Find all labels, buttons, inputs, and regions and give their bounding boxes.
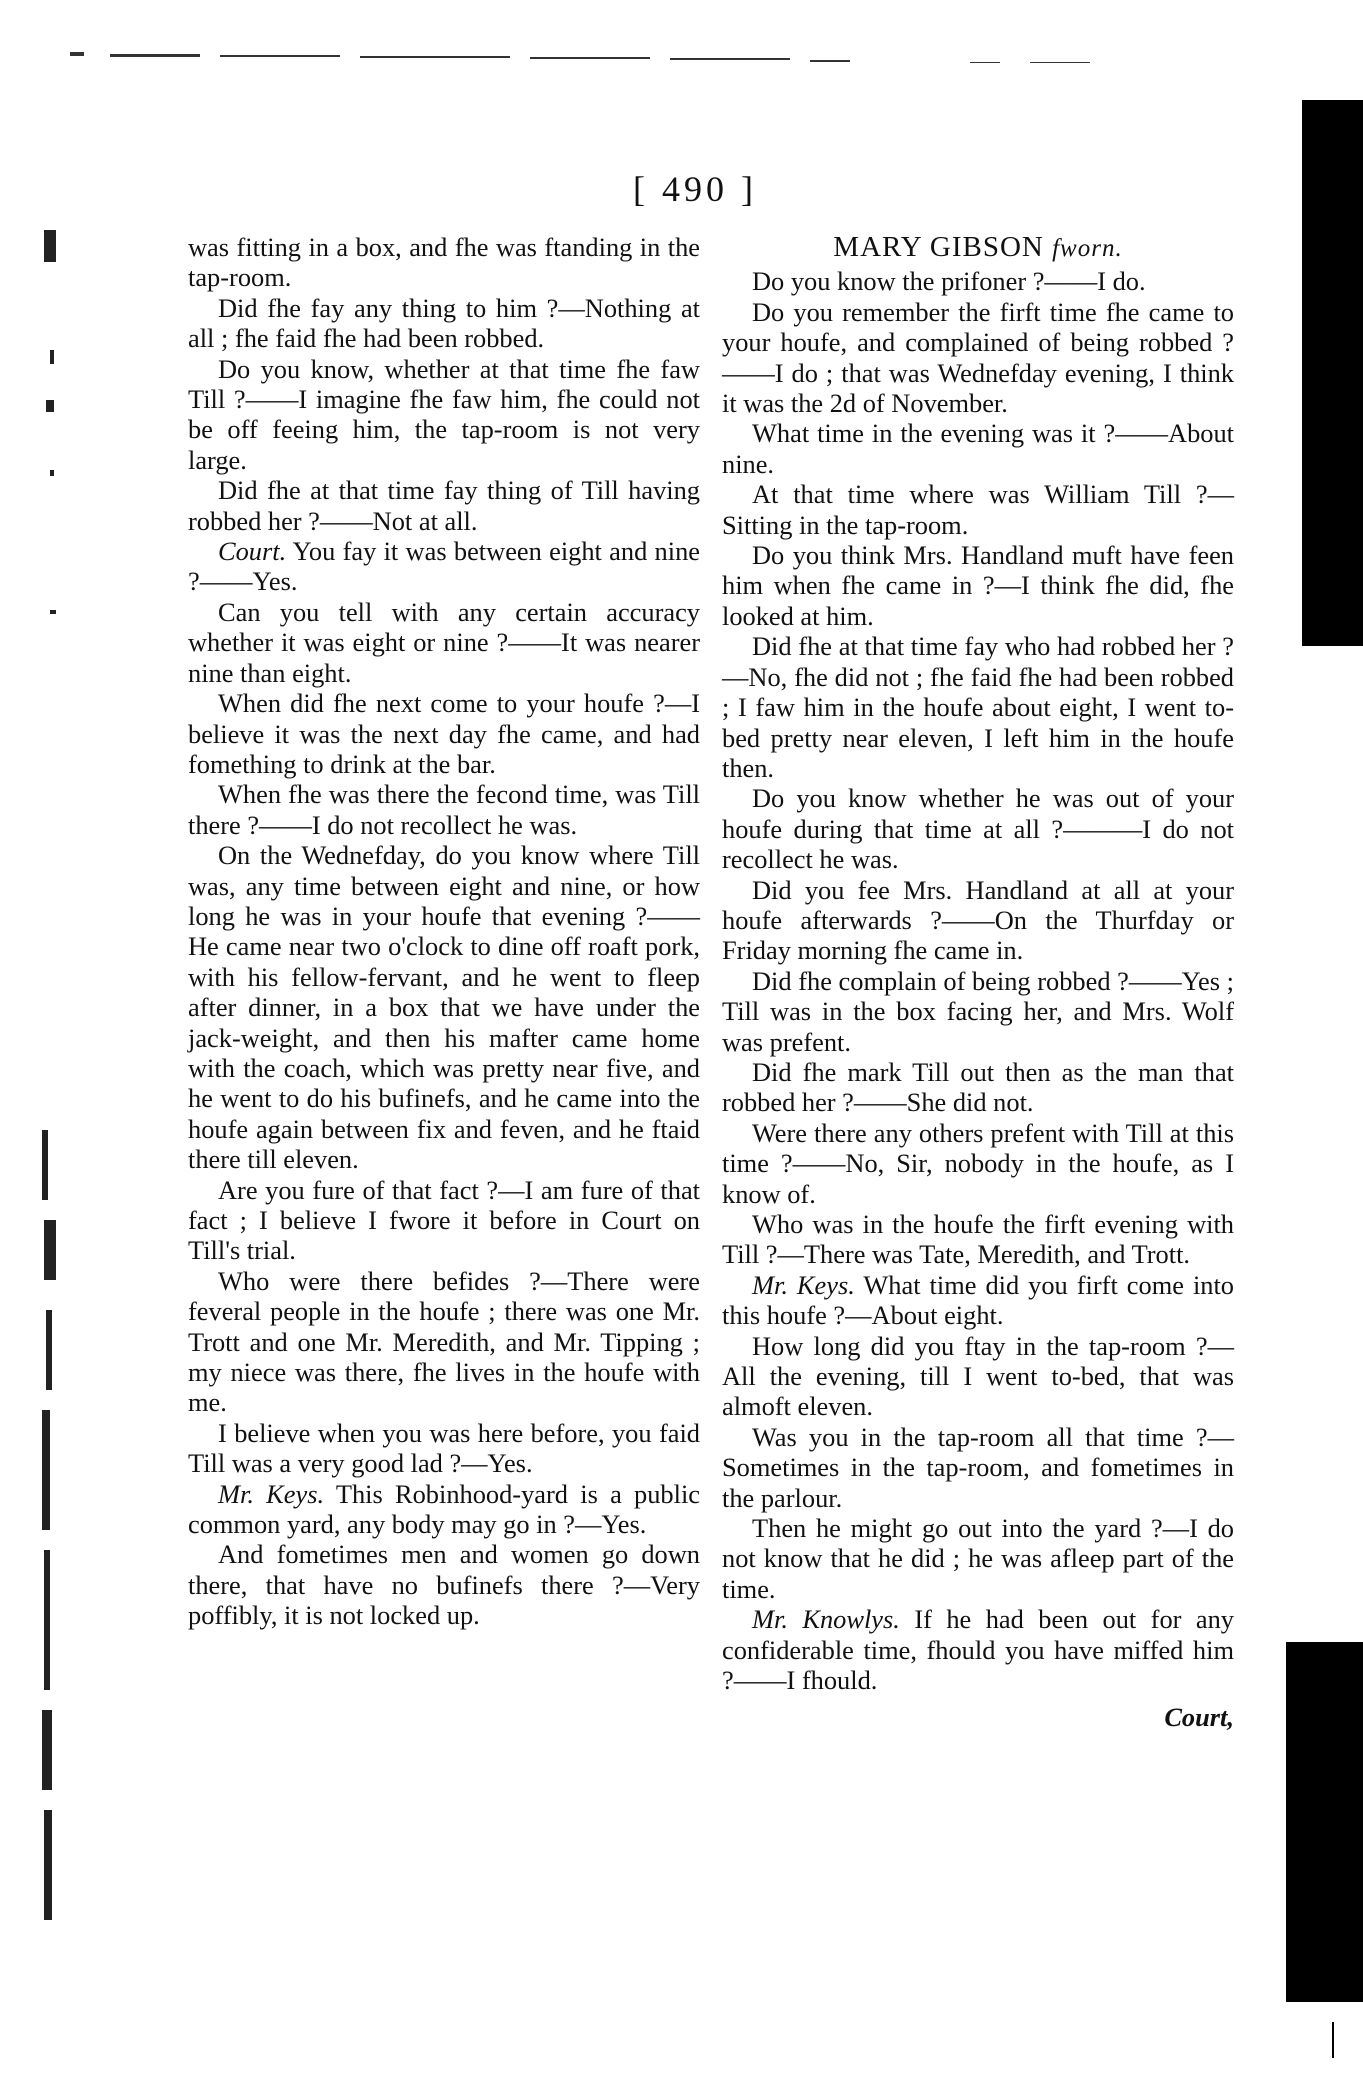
paragraph-text: Do you know whether he was out of your houfe during that time at all ?———I do not recollect he was. (722, 783, 1234, 875)
scan-margin-marks (16, 230, 56, 1950)
paragraph-text: When fhe was there the fecond time, was Till there ?——I do not recollect he was. (188, 779, 700, 840)
witness-heading (722, 232, 1234, 264)
paragraph (188, 688, 700, 779)
paragraph (188, 293, 700, 354)
paragraph (188, 1175, 700, 1266)
paragraph-text: On the Wednefday, do you know where Till was, any time between eight and nine, or how long he was in your houfe that evening ?——He came near two o'clock to dine off roaft pork, with his fellow-fervant, and he went to fleep after dinner, in a box that we have under the jack-weight, and then his mafter came home with the coach, which was pretty near five, and he went to do his bufinefs, and he came into the houfe again between fix and feven, and he ftaid there till eleven. (188, 840, 700, 1175)
paragraph (188, 475, 700, 536)
paragraph (722, 297, 1234, 419)
paragraph-text: Did fhe fay any thing to him ?—Nothing at all ; fhe faid fhe had been robbed. (188, 292, 700, 354)
paragraph-text: And fometimes men and women go down there, that have no bufinefs there ?—Very poffibly, it is not locked up. (188, 1539, 700, 1631)
paragraph-text: If he had been out for any confiderable time, fhould you have miffed him ?——I fhould. (722, 1604, 1234, 1696)
paragraph-text: What time in the evening was it ?——About nine. (722, 418, 1234, 479)
paragraph (722, 1604, 1234, 1695)
paragraph (188, 1479, 700, 1540)
paragraph (722, 1209, 1234, 1270)
catchword: Court, (1164, 1701, 1234, 1732)
paragraph-text: You fay it was between eight and nine ?——Yes. (188, 536, 700, 597)
paragraph (188, 1539, 700, 1630)
paragraph (722, 1057, 1234, 1118)
paragraph (722, 1270, 1234, 1331)
paragraph (722, 966, 1234, 1057)
paragraph-text: I believe when you was here before, you faid Till was a very good lad ?—Yes. (188, 1417, 700, 1479)
paragraph-text: Who was in the houfe the firft evening with Till ?—There was Tate, Meredith, and Trott. (722, 1209, 1234, 1270)
paragraph-text: Do you think Mrs. Handland muft have feen him when fhe came in ?—I think fhe did, fhe looked at him. (722, 540, 1234, 631)
paragraph (722, 875, 1234, 966)
paragraph (188, 1418, 700, 1479)
paragraph-text: Did you fee Mrs. Handland at all at your houfe afterwards ?——On the Thurfday or Friday morning fhe came in. (722, 874, 1234, 966)
scan-edge-bar-bottom (1286, 1642, 1363, 2002)
paragraph-text: At that time where was William Till ?—Sitting in the tap-room. (722, 479, 1234, 540)
paragraph-text: Are you fure of that fact ?—I am fure of that fact ; I believe I fwore it before in Court on Till's trial. (188, 1174, 700, 1266)
paragraph (188, 1266, 700, 1418)
paragraph (188, 840, 700, 1174)
paragraph-text: This Robinhood-yard is a public common yard, any body may go in ?—Yes. (188, 1478, 700, 1540)
paragraph (722, 540, 1234, 631)
paragraph-text: Was you in the tap-room all that time ?—Sometimes in the tap-room, and fometimes in the parlour. (722, 1421, 1234, 1513)
witness-name: MARY GIBSON (833, 231, 1053, 263)
paragraph (722, 1118, 1234, 1209)
scan-edge-mark (1332, 2022, 1334, 2058)
paragraph (722, 631, 1234, 783)
paragraph-text: Did fhe complain of being robbed ?——Yes ; Till was in the box facing her, and Mrs. Wolf was prefent. (722, 965, 1234, 1057)
paragraph-text: Who were there befides ?—There were feveral people in the houfe ; there was one Mr. Trott and one Mr. Meredith, and Mr. Tipping ; my niece was there, fhe lives in the houfe with me. (188, 1265, 700, 1418)
paragraph (188, 779, 700, 840)
paragraph-text: Then he might go out into the yard ?—I do not know that he did ; he was afleep part of the time. (722, 1513, 1234, 1604)
speaker-label: Court. (218, 536, 287, 567)
paragraph (722, 1513, 1234, 1604)
paragraph (722, 479, 1234, 540)
paragraph (722, 266, 1234, 296)
paragraph (722, 783, 1234, 874)
paragraph-text: Do you remember the firft time fhe came to your houfe, and complained of being robbed ?——I do ; that was Wednefday evening, I think it was the 2d of November. (722, 296, 1234, 419)
paragraph-text: Did fhe at that time fay who had robbed her ?—No, fhe did not ; fhe faid fhe had been robbed ; I faw him in the houfe about eight, I went to-bed pretty near eleven, I left him in the houfe then. (722, 631, 1234, 783)
scan-edge-bar-top (1302, 100, 1363, 646)
paragraph (722, 1422, 1234, 1513)
paragraph (188, 232, 700, 293)
paragraph-text: Do you know the prifoner ?——I do. (752, 266, 1146, 297)
paragraph-text: was fitting in a box, and fhe was ftanding in the tap-room. (188, 232, 700, 293)
paragraph (188, 354, 700, 476)
paragraph (722, 1331, 1234, 1422)
paragraph (188, 536, 700, 597)
right-column (722, 232, 1234, 1732)
paragraph-text: Did fhe at that time fay thing of Till having robbed her ?——Not at all. (188, 475, 700, 536)
right-paragraphs (722, 266, 1234, 1695)
paragraph-text: Can you tell with any certain accuracy whether it was eight or nine ?——It was nearer nine than eight. (188, 596, 700, 688)
speaker-label: Mr. Keys. (218, 1478, 325, 1509)
sworn-label: fworn. (1052, 235, 1123, 262)
speaker-label: Mr. Knowlys. (752, 1604, 900, 1635)
paragraph-text: How long did you ftay in the tap-room ?—All the evening, till I went to-bed, that was almoft eleven. (722, 1330, 1234, 1422)
paragraph-text: What time did you firft come into this houfe ?—About eight. (722, 1269, 1235, 1331)
paragraph-text: Were there any others prefent with Till at this time ?——No, Sir, nobody in the houfe, as I know of. (722, 1117, 1234, 1209)
paragraph-text: Do you know, whether at that time fhe faw Till ?——I imagine fhe faw him, fhe could not be off feeing him, the tap-room is not very large. (188, 353, 700, 475)
paragraph-text: Did fhe mark Till out then as the man that robbed her ?——She did not. (722, 1056, 1234, 1118)
page-number: [ 490 ] (633, 169, 757, 209)
scan-noise-top (70, 48, 1230, 64)
paragraph-text: When did fhe next come to your houfe ?—I believe it was the next day fhe came, and had fomething to drink at the bar. (188, 688, 700, 779)
speaker-label: Mr. Keys. (752, 1269, 855, 1300)
paragraph (722, 418, 1234, 479)
paragraph (188, 597, 700, 688)
left-column (188, 232, 700, 1631)
